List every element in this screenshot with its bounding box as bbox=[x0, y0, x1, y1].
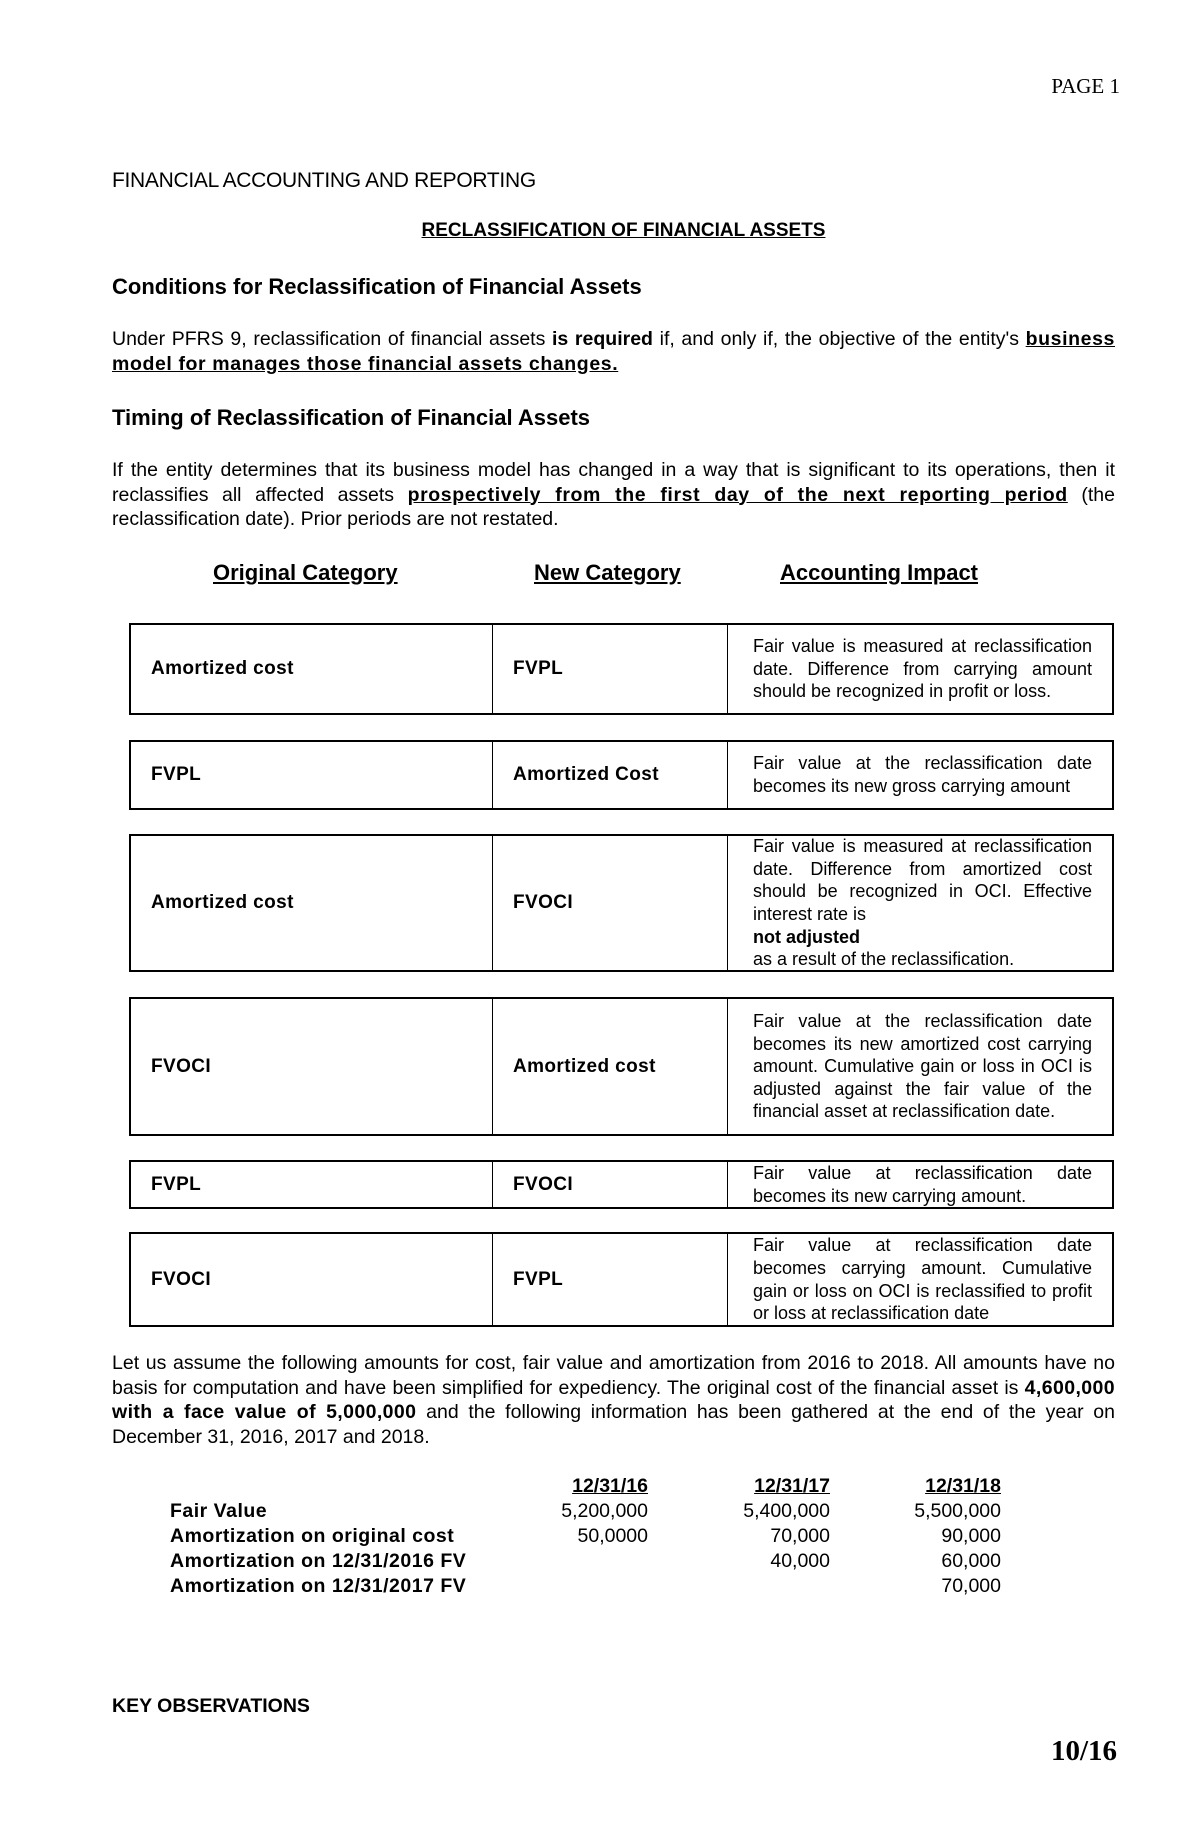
new-category-cell: Amortized Cost bbox=[493, 742, 728, 808]
accounting-impact-cell: Fair value at reclassification date becomes its new carrying amount. bbox=[753, 1162, 1092, 1206]
table-cell: 5,400,000 bbox=[743, 1500, 830, 1522]
row-label: Amortization on 12/31/2016 FV bbox=[170, 1550, 467, 1572]
row-label: Amortization on 12/31/2017 FV bbox=[170, 1575, 467, 1597]
accounting-impact-cell: Fair value at the reclassification date becomes its new gross carrying amount bbox=[753, 753, 1092, 796]
table-header-row bbox=[170, 1474, 1001, 1499]
new-category-cell: Amortized cost bbox=[493, 999, 728, 1134]
table-cell: 5,500,000 bbox=[914, 1500, 1001, 1522]
original-category-header: Original Category bbox=[213, 560, 398, 585]
assumption-paragraph: Let us assume the following amounts for cost, fair value and amortization from 2016 to 2018. All amounts have no basis for computation and have been simplified for expediency. The original cost of the financial asset is 4,600,000 with a face value of 5,000,000 and the following information has been gathered at the end of the year on December 31, 2016, 2017 and 2018. bbox=[112, 1352, 1115, 1448]
row-label: Amortization on original cost bbox=[170, 1525, 455, 1547]
new-category-cell: FVOCI bbox=[493, 1162, 728, 1207]
table-cell: 90,000 bbox=[941, 1525, 1001, 1547]
conditions-paragraph: Under PFRS 9, reclassification of financial assets is required if, and only if, the objective of the entity's business model for manages those financial assets changes. bbox=[112, 328, 1115, 375]
amounts-table bbox=[170, 1474, 1001, 1599]
reclass-table bbox=[129, 1232, 1114, 1327]
timing-paragraph: If the entity determines that its business model has changed in a way that is significant to its operations, then it reclassifies all affected assets prospectively from the first day of the next reporting period (the reclassification date). Prior periods are not restated. bbox=[112, 459, 1115, 530]
table-cell bbox=[510, 1549, 648, 1574]
new-category-header: New Category bbox=[534, 560, 681, 585]
table-cell: 70,000 bbox=[941, 1575, 1001, 1597]
reclass-table bbox=[129, 997, 1114, 1136]
table-cell bbox=[648, 1574, 830, 1599]
table-cell: 50,0000 bbox=[577, 1525, 648, 1547]
row-label: Fair Value bbox=[170, 1500, 268, 1522]
timing-heading: Timing of Reclassification of Financial Assets bbox=[112, 405, 591, 430]
accounting-impact-cell: Fair value is measured at reclassification date. Difference from carrying amount should be recognized in profit or loss. bbox=[753, 636, 1092, 702]
conditions-heading: Conditions for Reclassification of Financial Assets bbox=[112, 274, 642, 299]
new-category-cell: FVPL bbox=[493, 625, 728, 713]
table-cell: 70,000 bbox=[770, 1525, 830, 1547]
reclass-table bbox=[129, 740, 1114, 810]
table-cell bbox=[510, 1574, 648, 1599]
key-observations-heading: KEY OBSERVATIONS bbox=[112, 1695, 310, 1717]
table-cell: 60,000 bbox=[941, 1550, 1001, 1572]
table-cell: 40,000 bbox=[770, 1550, 830, 1572]
reclass-table bbox=[129, 834, 1114, 972]
column-header: 12/31/17 bbox=[754, 1475, 830, 1497]
table-row bbox=[170, 1549, 1001, 1574]
original-category-cell: FVPL bbox=[131, 1162, 493, 1207]
page-label: PAGE 1 bbox=[1051, 74, 1120, 98]
page-number: 10/16 bbox=[1050, 1735, 1117, 1767]
reclass-table bbox=[129, 1160, 1114, 1209]
original-category-cell: FVOCI bbox=[131, 1234, 493, 1325]
table-row bbox=[170, 1574, 1001, 1599]
new-category-cell: FVOCI bbox=[493, 836, 728, 970]
column-header: 12/31/18 bbox=[925, 1475, 1001, 1497]
table-row bbox=[170, 1524, 1001, 1549]
course-title: FINANCIAL ACCOUNTING AND REPORTING bbox=[112, 169, 536, 192]
accounting-impact-cell: Fair value at the reclassification date becomes its new amortized cost carrying amount. Cumulative gain or loss in OCI is adjusted against the fair value of the financial asset at reclassification date. bbox=[753, 1011, 1092, 1122]
original-category-cell: Amortized cost bbox=[131, 625, 493, 713]
table-cell: 5,200,000 bbox=[561, 1500, 648, 1522]
accounting-impact-cell: Fair value is measured at reclassification date. Difference from amortized cost should be recognized in OCI. Effective interest rate is not adjusted as a result of the reclassification. bbox=[753, 836, 1092, 970]
topic-title: RECLASSIFICATION OF FINANCIAL ASSETS bbox=[421, 220, 826, 241]
accounting-impact-cell: Fair value at reclassification date becomes carrying amount. Cumulative gain or loss on OCI is reclassified to profit or loss at reclassification date bbox=[753, 1235, 1092, 1324]
original-category-cell: Amortized cost bbox=[131, 836, 493, 970]
original-category-cell: FVOCI bbox=[131, 999, 493, 1134]
original-category-cell: FVPL bbox=[131, 742, 493, 808]
reclass-table bbox=[129, 623, 1114, 715]
new-category-cell: FVPL bbox=[493, 1234, 728, 1325]
accounting-impact-header: Accounting Impact bbox=[780, 560, 979, 585]
column-header: 12/31/16 bbox=[572, 1475, 648, 1497]
table-row bbox=[170, 1499, 1001, 1524]
